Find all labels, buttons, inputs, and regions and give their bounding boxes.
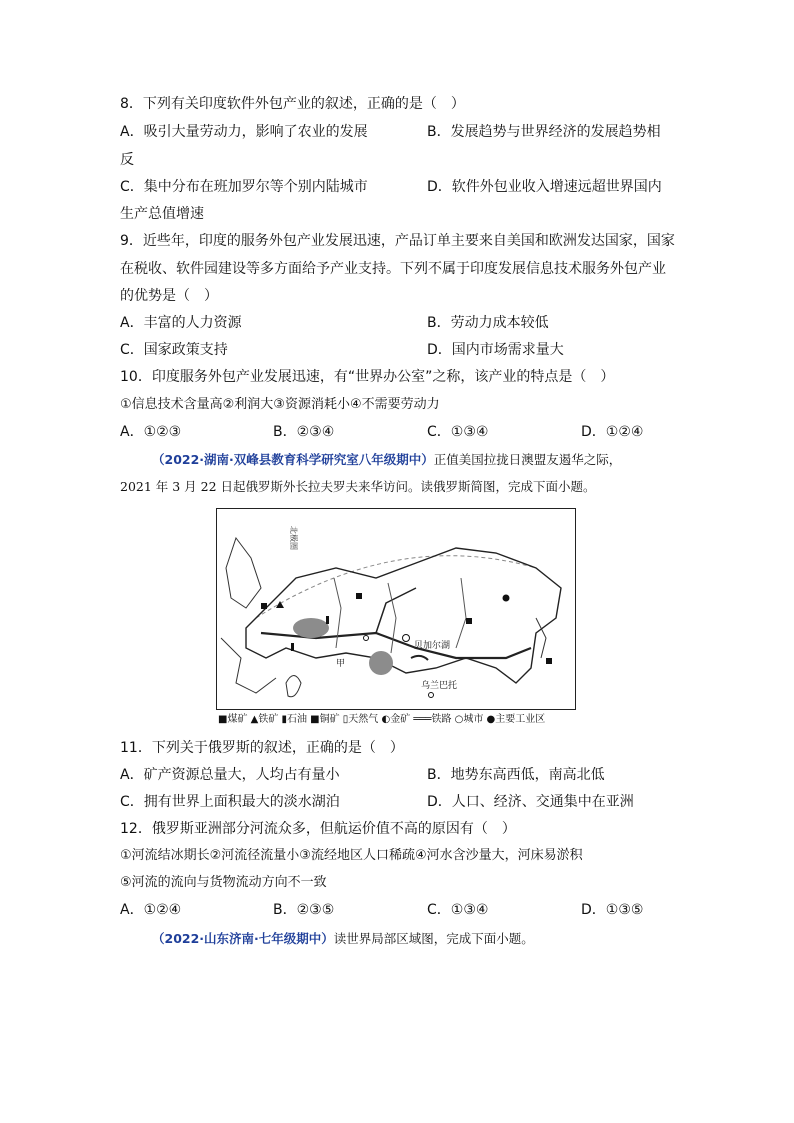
q8-stem: 8．下列有关印度软件外包产业的叙述，正确的是（ ） [120,96,465,112]
map-legend: ■煤矿 ▲铁矿 ▮石油 ■铜矿 ▯天然气 ◐金矿 ═══铁路 ○城市 ●主要工业区 [218,714,546,725]
q8-option-b-continued: 反 [120,152,134,168]
baikal-label: 贝加尔湖 [414,641,451,651]
q9-option-a[interactable]: A．丰富的人力资源 [120,315,242,331]
intro2-source: （2022·山东济南·七年级期中） [152,931,334,946]
ulaanbaatar-city [429,693,434,698]
q12-stem: 12．俄罗斯亚洲部分河流众多，但航运价值不高的原因有（ ） [120,821,516,837]
intro1-line1 [152,450,621,470]
q12-option-a[interactable]: A．①②④ [120,902,182,918]
q8-option-d-continued: 生产总值增速 [120,206,204,222]
russia-map-figure [216,508,576,710]
coal-symbol [356,593,362,599]
q8-option-b[interactable]: B．发展趋势与世界经济的发展趋势相 [427,124,661,140]
intro2-line [152,929,534,949]
q9-option-d[interactable]: D．国内市场需求量大 [427,342,564,358]
q12-items-line1: ①河流结冰期长②河流径流量小③流经地区人口稀疏④河水含沙量大，河床易淤积 [120,848,583,863]
q9-stem-line2: 在税收、软件园建设等多方面给予产业支持。下列不属于印度发展信息技术服务外包产业 [120,261,666,277]
q10-option-d[interactable]: D．①②④ [581,424,644,440]
oil-symbol [326,616,329,624]
industrial-area-west [293,618,329,638]
q8-option-c[interactable]: C．集中分布在班加罗尔等个别内陆城市 [120,179,368,195]
gold-symbol [503,595,510,602]
coal-symbol [466,618,472,624]
q12-option-b[interactable]: B．②③⑤ [273,902,335,918]
intro1-source: （2022·湖南·双峰县教育科学研究室八年级期中） [152,452,434,467]
q8-option-d[interactable]: D．软件外包业收入增速远超世界国内 [427,179,662,195]
q11-option-d[interactable]: D．人口、经济、交通集中在亚洲 [427,794,634,810]
q10-items: ①信息技术含量高②利润大③资源消耗小④不需要劳动力 [120,397,440,412]
q11-option-a[interactable]: A．矿产资源总量大，人均占有量小 [120,767,340,783]
coal-symbol [546,658,552,664]
q9-stem-line3: 的优势是（ ） [120,288,218,304]
coal-symbol [261,603,267,609]
q12-option-d[interactable]: D．①③⑤ [581,902,644,918]
oil-symbol [291,643,294,651]
city-symbol [364,636,369,641]
q10-option-a[interactable]: A．①②③ [120,424,182,440]
q9-option-b[interactable]: B．劳动力成本较低 [427,315,549,331]
q12-items-line2: ⑤河流的流向与货物流动方向不一致 [120,875,327,890]
intro1-line2: 2021 年 3 月 22 日起俄罗斯外长拉夫罗夫来华访问。读俄罗斯简图，完成下面小题。 [120,479,596,494]
q10-option-b[interactable]: B．②③④ [273,424,335,440]
ulaanbaatar-label: 乌兰巴托 [421,681,458,691]
jia-label: 甲 [336,659,346,669]
intro1-text: 正值美国拉拢日澳盟友遏华之际， [433,452,622,467]
q11-option-c[interactable]: C．拥有世界上面积最大的淡水湖泊 [120,794,340,810]
q11-stem: 11．下列关于俄罗斯的叙述，正确的是（ ） [120,740,404,756]
q9-option-c[interactable]: C．国家政策支持 [120,342,228,358]
q12-option-c[interactable]: C．①③④ [427,902,489,918]
industrial-area-siberia [369,651,393,675]
intro2-text: 读世界局部区域图，完成下面小题。 [333,931,534,946]
q8-option-a[interactable]: A．吸引大量劳动力，影响了农业的发展 [120,124,368,140]
q9-stem-line1: 9．近些年，印度的服务外包产业发展迅速，产品订单主要来自美国和欧洲发达国家，国家 [120,233,675,249]
q10-option-c[interactable]: C．①③④ [427,424,489,440]
q11-option-b[interactable]: B．地势东高西低，南高北低 [427,767,605,783]
q10-stem: 10．印度服务外包产业发展迅速，有“世界办公室”之称，该产业的特点是（ ） [120,369,615,385]
arctic-circle-label: 北极圈 [289,526,298,550]
